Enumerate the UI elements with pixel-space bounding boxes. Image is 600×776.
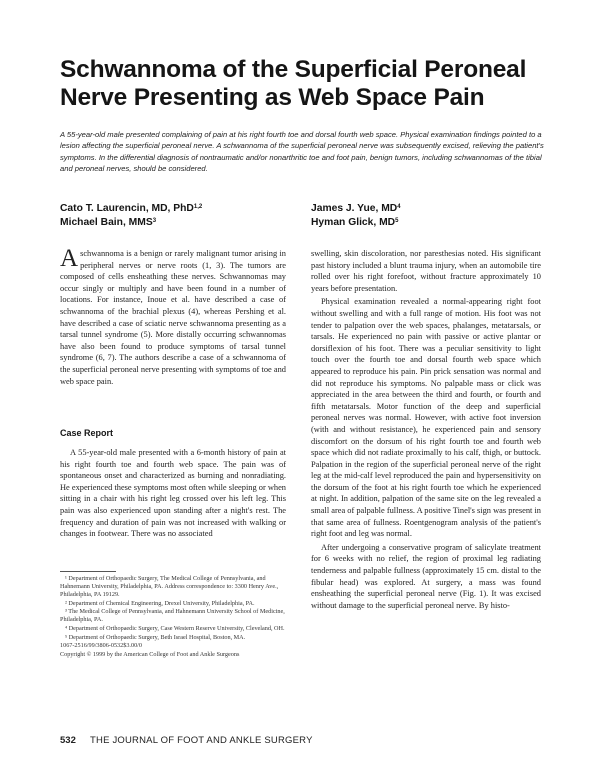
abstract: A 55-year-old male presented complaining of pain at his right fourth toe and dorsal fourth web space. Physical examination findings pointed to a lesion affecting the superficial peroneal nerve. A schwannoma of the superficial peroneal nerve was subsequently excised, relieving the patient's symptoms. In the differential diagnosis of nontraumatic and/or nonarthritic toe and foot pain, benign tumors, including schwannomas of the tibial and peroneal nerves, should be considered. — [60, 130, 544, 173]
footnote-5: ⁵ Department of Orthopaedic Surgery, Beth Israel Hospital, Boston, MA. — [65, 633, 246, 641]
right-paragraph-1: swelling, skin discoloration, nor paresthesias noted. His significant past history included a blunt trauma injury, when an automobile tire rolled over his right forefoot, without fracture approximately 10 years before presentation. — [311, 249, 541, 293]
footnote-1: ¹ Department of Orthopaedic Surgery, The Medical College of Pennsylvania, and Hahnemann University, Philadelphia, PA. Address correspondence to: 3300 Henry Ave., Philadelphia, PA 19129. — [60, 575, 279, 599]
authors-left — [60, 201, 202, 229]
article-title: Schwannoma of the Superficial Peroneal Nerve Presenting as Web Space Pain — [60, 56, 527, 111]
column-right — [311, 248, 541, 613]
right-paragraph-3: After undergoing a conservative program of salicylate treatment for 6 weeks with no relief, the region of proximal leg radiating tenderness and palpable fullness (approximately 15 cm. distal to the fibular head) was explored. At surgery, a mass was found ensheathing the superficial peroneal nerve (Fig. 1). It was excised without damage to the superficial peroneal nerve. By histo- — [311, 542, 541, 610]
intro-paragraph: Aschwannoma is a benign or rarely malignant tumor arising in peripheral nerves or nerve roots (1, 3). The tumors are composed of cells ensheathing these nerves. Schwannomas may occur singly or multiply and have been found in a number of locations. For instance, Inoue et al. have described a case of schwannoma of the brachial plexus (4), whereas Pershing et al. have described a case of sciatic nerve schwannoma presenting as a tarsal tunnel syndrome (5). More distally occurring schwannomas have also been found to produce symptoms of tarsal tunnel syndrome (6, 7). The authors describe a case of a schwannoma of the superficial peroneal nerve presenting with symptoms of toe and web space pain. — [60, 245, 286, 386]
footnotes — [60, 575, 286, 659]
copyright-line: Copyright © 1999 by the American College of Foot and Ankle Surgeons — [60, 650, 240, 658]
column-left-case — [60, 447, 286, 542]
author-glick: Hyman Glick, $MD^5$ — [311, 217, 399, 228]
footnote-4: ⁴ Department of Orthopaedic Surgery, Case Western Reserve University, Cleveland, OH. — [65, 625, 285, 633]
footnote-2: ² Department of Chemical Engineering, Drexel University, Philadelphia, PA. — [65, 599, 255, 607]
section-heading-case-report: Case Report — [60, 428, 114, 438]
case-paragraph-1: A 55-year-old male presented with a 6-month history of pain at his right fourth toe and fourth web space. The pain was of spontaneous onset and characterized as burning and nonradiating. He experienced these symptoms most often while sleeping or when sitting in a chair with his right leg crossed over his left leg. This pain was also experienced upon standing after a night's rest. The frequency and duration of pain was not increased with walking or changes in footwear. There was no associated — [60, 448, 286, 539]
issn-line: 1067-2516/99/3806-0532$3.00/0 — [60, 642, 142, 650]
journal-name: THE JOURNAL OF FOOT AND ANKLE SURGERY — [90, 735, 313, 746]
drop-cap: A — [60, 245, 79, 272]
right-paragraph-2: Physical examination revealed a normal-appearing right foot without swelling and with a full range of motion. His foot was not tender to palpation over the web spaces, phalanges, metatarsals, or tarsals. He experienced no pain with passive or active plantar or dorsiflexion of his foot. There was a peculiar sensitivity to light touch over the fourth toe and dorsal fourth web space which appeared to reproduce his pain. Pin prick sensation was normal and did not reproduce his symptoms. No palpable mass or click was appreciated in the area between the third and fourth, or fourth and fifth metatarsals. Motor function of the deep and superficial peroneal nerves was normal. However, with active foot inversion (with and without resistance), he experienced pain and sensory discomfort on the dorsum of his right fourth toe and fourth web space which did not radiate proximally to his calf, thigh, or buttock. Palpation in the region of the superficial peroneal nerve of the right leg at the mid-calf level reproduced the pain and hypersensitivity on the dorsum of the foot at his right fourth toe which he experienced at night. In addition, palpation of the same site on the leg revealed a small area of palpable fullness. A positive Tinel's sign was present in that same area of fullness. Roentgenogram analysis of the patient's right foot and leg was normal. — [311, 297, 541, 539]
author-yue: James J. Yue, $MD^4$ — [311, 203, 401, 214]
page-number: 532 — [60, 735, 76, 746]
authors-right — [311, 201, 401, 229]
footnote-3: ³ The Medical College of Pennsylvania, and Hahnemann University School of Medicine, Philadelphia, PA. — [60, 608, 285, 624]
author-bain: Michael Bain, MMS$^3$ — [60, 217, 157, 228]
column-left-intro — [60, 245, 286, 389]
footnote-divider — [60, 571, 116, 572]
author-laurencin: Cato T. Laurencin, MD, PhD$^{1,2}$ — [60, 203, 203, 214]
